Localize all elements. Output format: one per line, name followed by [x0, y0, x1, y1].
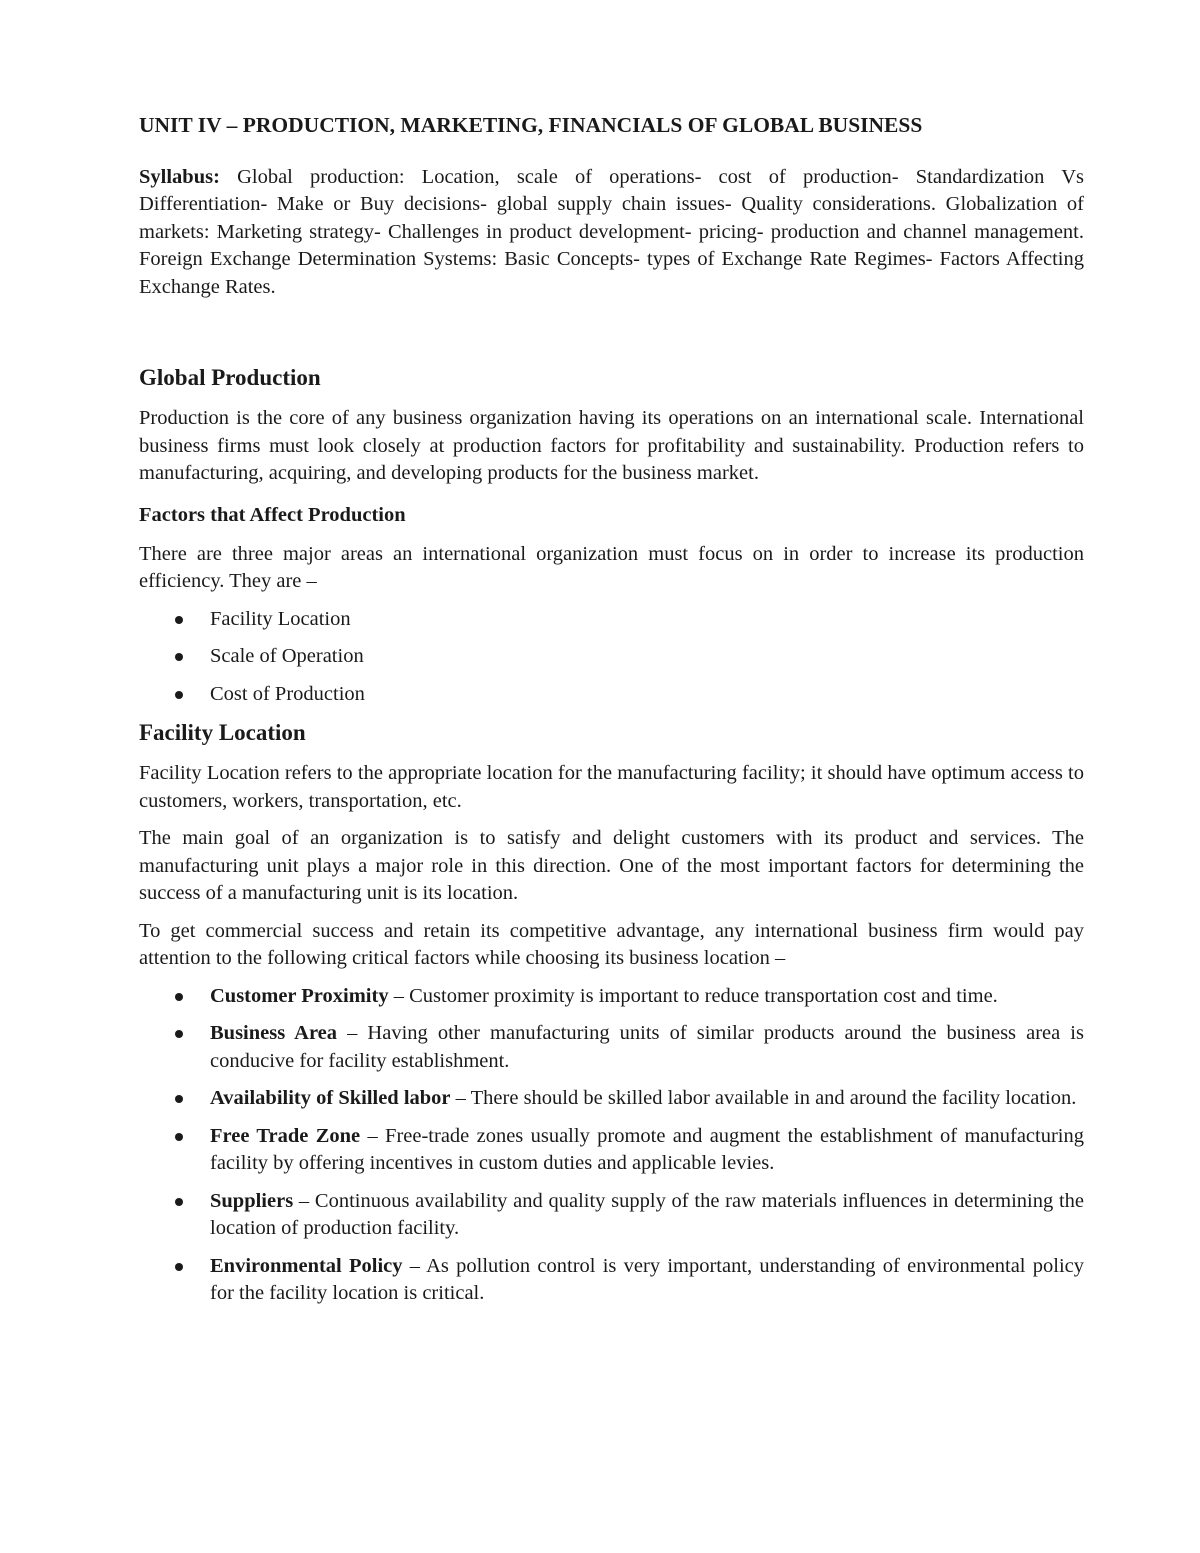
facility-paragraph: Facility Location refers to the appropriate location for the manufacturing facility; it should have optimum access to customers, workers, transportation, etc.: [139, 762, 1084, 812]
bullet-icon: [175, 1030, 183, 1038]
factors-list: [139, 606, 1084, 709]
syllabus-label: Syllabus:: [139, 165, 220, 188]
list-item: Scale of Operation: [139, 643, 1084, 671]
bullet-icon: [175, 1095, 183, 1103]
facility-location-heading: Facility Location: [139, 720, 306, 745]
bullet-icon: [175, 1133, 183, 1141]
bullet-icon: [175, 653, 183, 661]
factor-term: Suppliers: [210, 1189, 294, 1212]
factor-desc: – Continuous availability and quality supply of the raw materials influences in determining the location of production facility.: [210, 1189, 1084, 1239]
factor-term: Availability of Skilled labor: [210, 1087, 451, 1109]
list-item: [139, 1123, 1084, 1178]
factor-term: Business Area: [210, 1022, 338, 1044]
list-item: Cost of Production: [139, 681, 1084, 709]
bullet-icon: [175, 691, 183, 699]
bullet-icon: [175, 993, 183, 1001]
factor-desc: – Customer proximity is important to reduce transportation cost and time.: [388, 984, 998, 1007]
document-page: [139, 112, 1084, 1318]
factors-heading: Factors that Affect Production: [139, 503, 406, 526]
list-item: [139, 1253, 1084, 1308]
factor-desc: – There should be skilled labor available in and around the facility location.: [450, 1087, 1077, 1109]
critical-factors-list: [139, 983, 1084, 1308]
factor-desc: – Having other manufacturing units of similar products around the business area is conducive for facility establishment.: [210, 1022, 1084, 1072]
list-item: [139, 983, 1084, 1011]
factor-desc: – As pollution control is very important, understanding of environmental policy for the facility location is critical.: [210, 1254, 1084, 1304]
unit-title: UNIT IV – PRODUCTION, MARKETING, FINANCIALS OF GLOBAL BUSINESS: [139, 113, 923, 137]
syllabus-paragraph: [139, 164, 1084, 302]
factor-term: Environmental Policy: [210, 1254, 403, 1277]
list-item: [139, 1188, 1084, 1243]
facility-paragraph: The main goal of an organization is to satisfy and delight customers with its product and services. The manufacturing unit plays a major role in this direction. One of the most important factors for determining the success of a manufacturing unit is its location.: [139, 827, 1084, 904]
list-item: Facility Location: [139, 606, 1084, 634]
factor-term: Free Trade Zone: [210, 1124, 361, 1147]
bullet-icon: [175, 616, 183, 624]
list-item: [139, 1085, 1084, 1113]
global-production-heading: Global Production: [139, 365, 321, 390]
bullet-icon: [175, 1198, 183, 1206]
factor-term: Customer Proximity: [210, 984, 389, 1007]
list-item: [139, 1020, 1084, 1075]
factor-desc: – Free-trade zones usually promote and augment the establishment of manufacturing facility by offering incentives in custom duties and applicable levies.: [210, 1124, 1084, 1174]
syllabus-text: Global production: Location, scale of operations- cost of production- Standardization Vs Differentiation- Make or Buy decisions- global supply chain issues- Quality considerations. Globalization of markets: Marketing strategy- Challenges in product development- pricing- production and channel management. Foreign Exchange Determination Systems: Basic Concepts- types of Exchange Rate Regimes- Factors Affecting Exchange Rates.: [139, 165, 1084, 298]
facility-paragraph: To get commercial success and retain its competitive advantage, any international business firm would pay attention to the following critical factors while choosing its business location –: [139, 919, 1084, 969]
factors-intro: There are three major areas an international organization must focus on in order to increase its production efficiency. They are –: [139, 542, 1084, 592]
bullet-icon: [175, 1263, 183, 1271]
global-production-paragraph: Production is the core of any business organization having its operations on an international scale. International business firms must look closely at production factors for profitability and sustainability. Production refers to manufacturing, acquiring, and developing products for the business market.: [139, 407, 1084, 484]
